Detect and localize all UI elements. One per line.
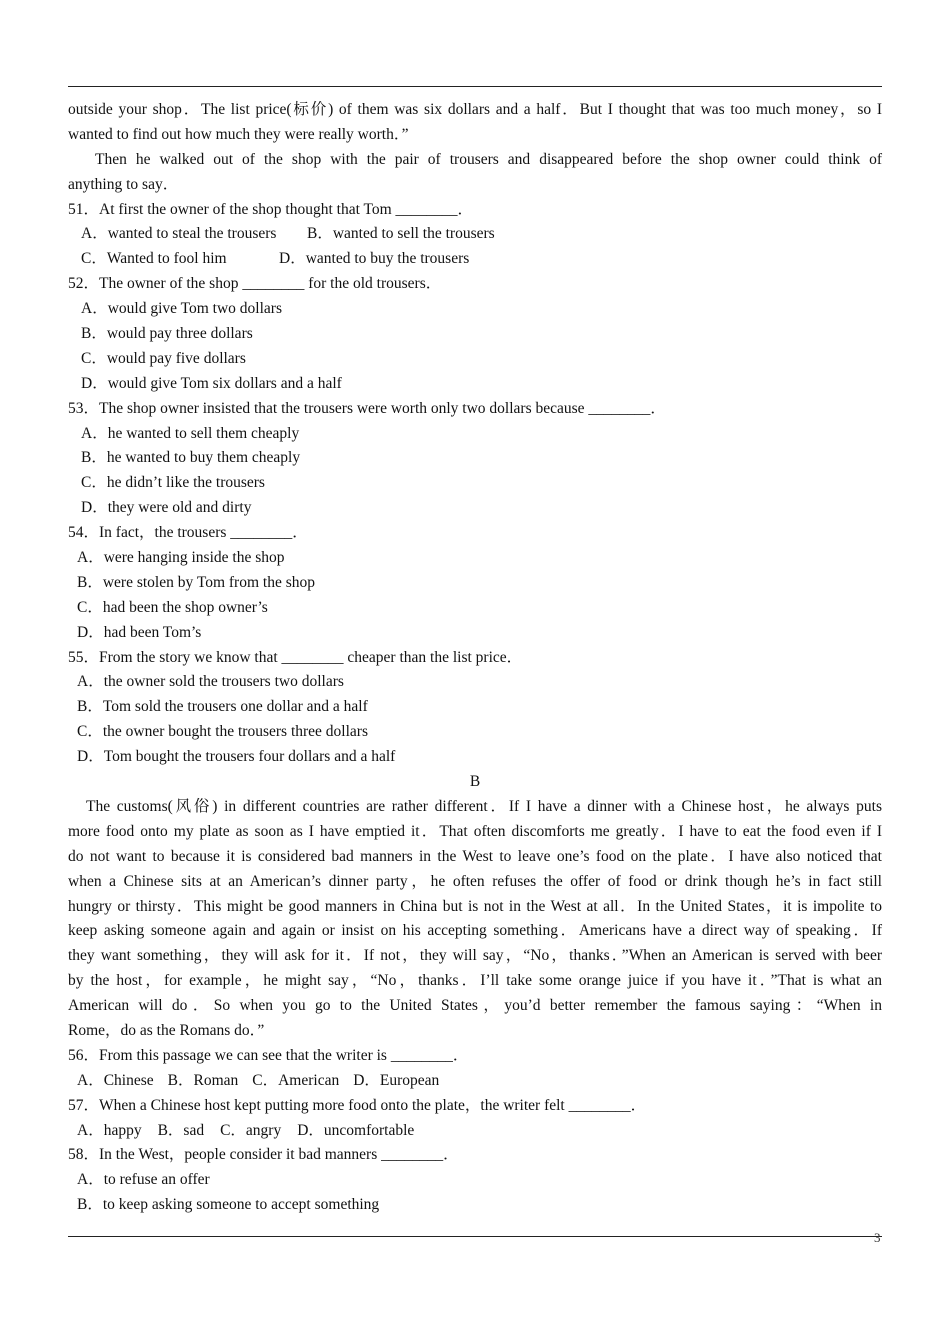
option-52-c: C．would pay five dollars: [81, 349, 246, 367]
question-57-options-row: [68, 1119, 882, 1144]
section-b-line: Rome，do as the Romans do．”: [68, 1021, 265, 1039]
option-55-d: D．Tom bought the trousers four dollars and a half: [77, 748, 396, 766]
option-52-b: B．would pay three dollars: [81, 325, 253, 343]
passage-a-line: wanted to find out how much they were really worth．”: [68, 125, 409, 143]
option-51-a: A．wanted to steal the trousers: [81, 225, 277, 243]
section-b-line: hungry or thirsty．This might be good manners in China but is not in the West at all．In the United States，it is impolite to: [68, 897, 882, 915]
question-51-options-row: [68, 222, 882, 247]
option-53-a: A．he wanted to sell them cheaply: [81, 424, 300, 442]
question-53-stem: 53．The shop owner insisted that the trousers were worth only two dollars because ________．: [68, 399, 666, 417]
option-55-c: C．the owner bought the trousers three dollars: [77, 723, 368, 741]
option-55-b: B．Tom sold the trousers one dollar and a half: [77, 698, 368, 716]
passage-a-paragraph: Then he walked out of the shop with the pair of trousers and disappeared before the shop owner could think of: [95, 150, 882, 168]
question-56-options-row: [68, 1069, 882, 1094]
passage-a-line: anything to say．: [68, 175, 179, 193]
option-52-d: D．would give Tom six dollars and a half: [81, 374, 342, 392]
header-rule: [68, 86, 882, 87]
question-57-stem: 57．When a Chinese host kept putting more food onto the plate，the writer felt ________．: [68, 1096, 647, 1114]
question-51-stem: 51．At first the owner of the shop thought that Tom ________．: [68, 200, 474, 218]
question-55-stem: 55．From the story we know that ________ cheaper than the list price．: [68, 648, 523, 666]
section-b-line: more food onto my plate as soon as I have emptied it．That often discomforts me greatly．I have to eat the food even if I: [68, 822, 882, 840]
section-b-line: when a Chinese sits at an American’s dinner party，he often refuses the offer of food or drink though he’s in fact still: [68, 872, 882, 890]
option-51-b: B．wanted to sell the trousers: [307, 225, 495, 243]
option-58-a: A．to refuse an offer: [77, 1171, 210, 1189]
section-b-line: by the host，for example，he might say，“No，thanks．I’ll take some orange juice if you have it．”That is what an: [68, 972, 882, 990]
option-57-b: B．sad: [157, 1121, 205, 1139]
option-54-a: A．were hanging inside the shop: [77, 549, 285, 567]
section-b-line: they want something，they will ask for it．If not，they will say，“No，thanks．”When an American is served with beer: [68, 947, 882, 965]
option-54-c: C．had been the shop owner’s: [77, 598, 268, 616]
section-b-line: The customs(风俗) in different countries are rather different．If I have a dinner with a Chinese host，he always puts: [86, 797, 882, 815]
option-57-c: C．angry: [220, 1121, 282, 1139]
option-53-b: B．he wanted to buy them cheaply: [81, 449, 301, 467]
option-51-d: D．wanted to buy the trousers: [279, 250, 470, 268]
option-56-b: B．Roman: [167, 1071, 239, 1089]
option-52-a: A．would give Tom two dollars: [81, 300, 282, 318]
option-56-d: D．European: [353, 1071, 440, 1089]
footer-rule: [68, 1236, 882, 1237]
section-b-line: American will do．So when you go to the United States，you’d better remember the famous saying：“When in: [68, 997, 882, 1015]
section-b-line: do not want to because it is considered bad manners in the West to leave one’s food on the plate．I have also noticed that: [68, 847, 882, 865]
option-57-a: A．happy: [77, 1121, 142, 1139]
option-51-c: C．Wanted to fool him: [81, 250, 227, 268]
option-53-c: C．he didn’t like the trousers: [81, 474, 265, 492]
option-58-b: B．to keep asking someone to accept something: [77, 1196, 380, 1214]
option-56-c: C．American: [252, 1071, 340, 1089]
option-57-d: D．uncomfortable: [297, 1121, 415, 1139]
question-52-stem: 52．The owner of the shop ________ for the old trousers．: [68, 275, 442, 293]
section-b-title: B: [469, 773, 481, 791]
question-58-stem: 58．In the West，people consider it bad manners ________．: [68, 1146, 459, 1164]
question-54-stem: 54．In fact，the trousers ________．: [68, 524, 308, 542]
option-56-a: A．Chinese: [77, 1071, 154, 1089]
option-54-d: D．had been Tom’s: [77, 623, 202, 641]
passage-a-line: outside your shop．The list price(标价) of them was six dollars and a half．But I thought that was too much money，so I: [68, 101, 882, 118]
option-55-a: A．the owner sold the trousers two dollars: [77, 673, 344, 691]
document-body: [68, 98, 882, 1218]
question-56-stem: 56．From this passage we can see that the writer is ________．: [68, 1046, 469, 1064]
question-51-options-row: [68, 247, 882, 272]
page-number: 3: [874, 1230, 881, 1245]
section-b-line: keep asking someone again and again or insist on his accepting something．Americans have a direct way of speaking．If: [68, 922, 882, 940]
option-54-b: B．were stolen by Tom from the shop: [77, 573, 315, 591]
option-53-d: D．they were old and dirty: [81, 499, 252, 517]
